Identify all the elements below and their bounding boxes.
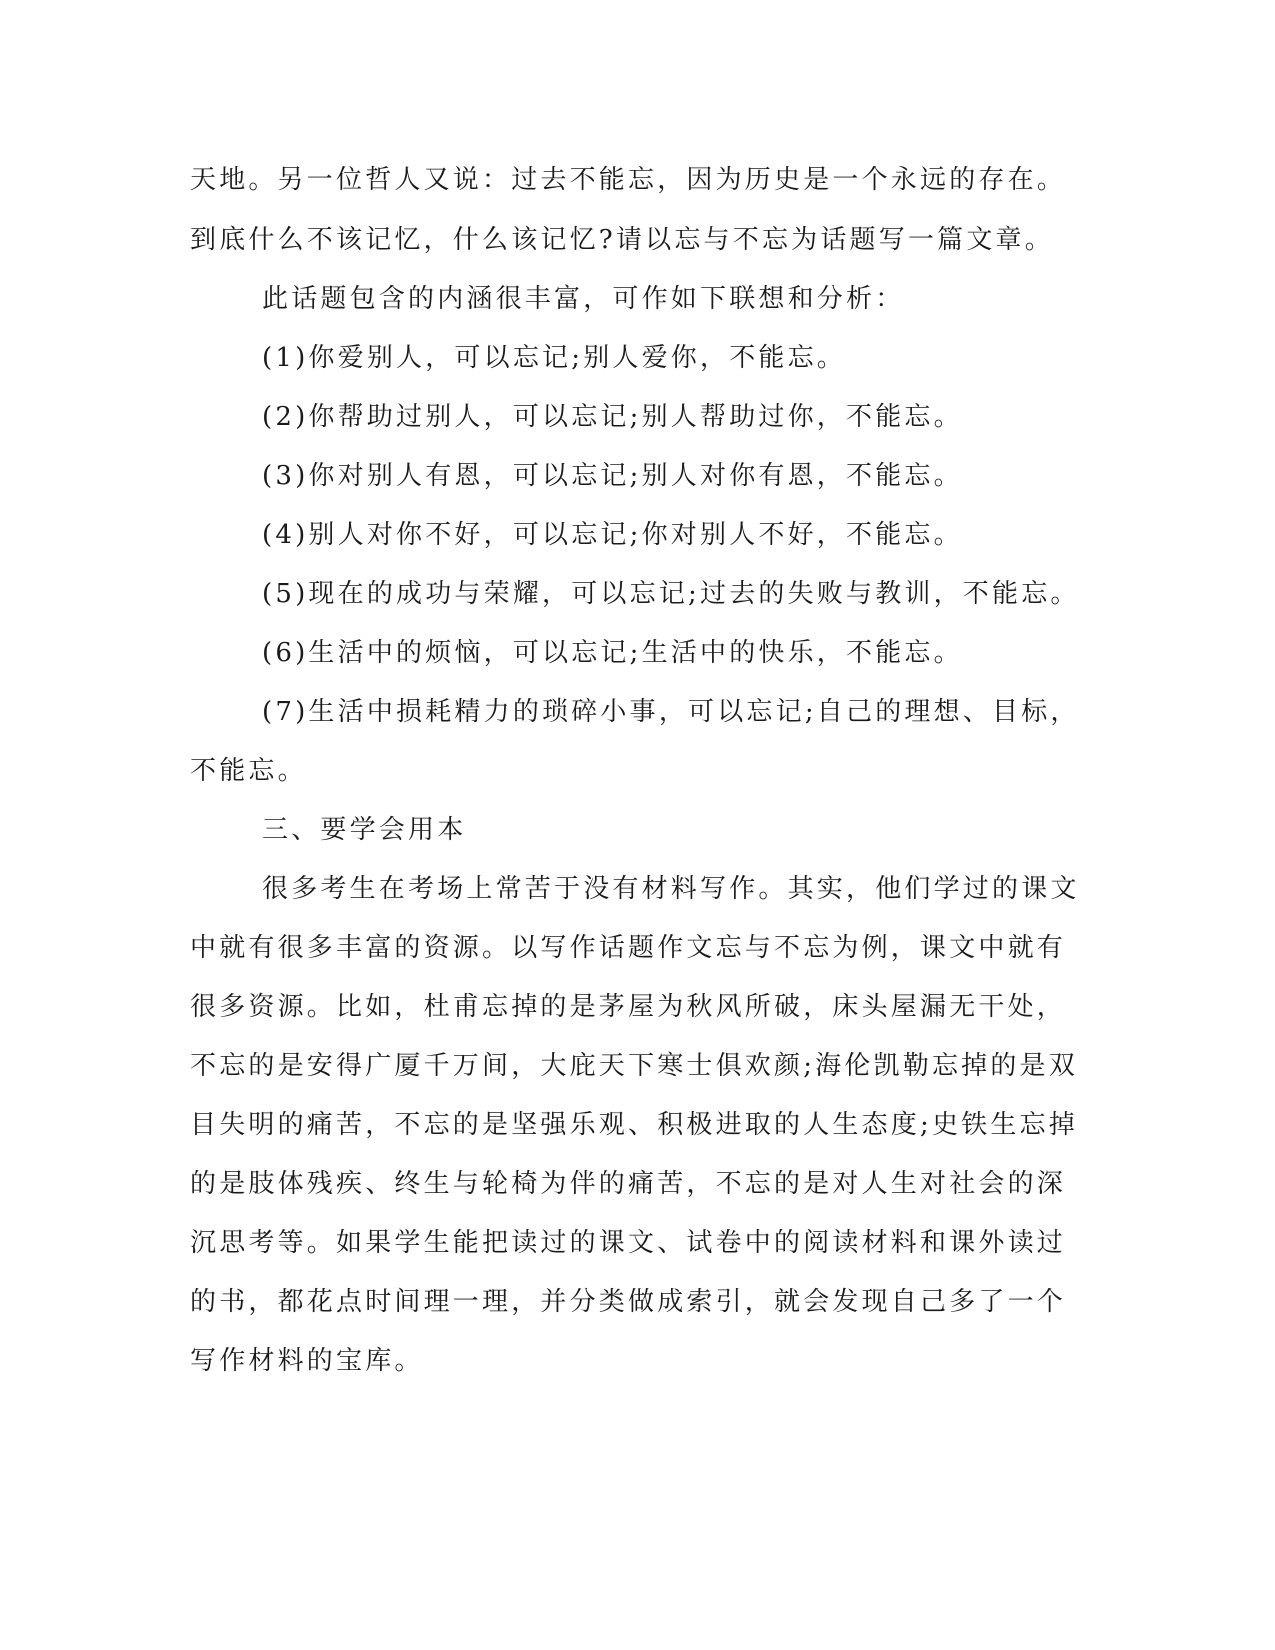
text-line: 沉思考等。如果学生能把读过的课文、试卷中的阅读材料和课外读过 — [190, 1228, 1067, 1258]
list-item: (1)你爱别人，可以忘记;别人爱你，不能忘。 — [262, 343, 846, 373]
list-item: (5)现在的成功与荣耀，可以忘记;过去的失败与教训，不能忘。 — [262, 579, 1080, 609]
section-heading: 三、要学会用本 — [262, 815, 467, 845]
list-item: (3)你对别人有恩，可以忘记;别人对你有恩，不能忘。 — [262, 461, 963, 491]
text-line: 不忘的是安得广厦千万间，大庇天下寒士俱欢颜;海伦凯勒忘掉的是双 — [190, 1051, 1078, 1081]
list-item: (6)生活中的烦恼，可以忘记;生活中的快乐，不能忘。 — [262, 638, 963, 668]
text-line: 的是肢体残疾、终生与轮椅为伴的痛苦，不忘的是对人生对社会的深 — [190, 1169, 1067, 1199]
text-line: 到底什么不该记忆，什么该记忆?请以忘与不忘为话题写一篇文章。 — [190, 225, 1054, 255]
list-item: (7)生活中损耗精力的琐碎小事，可以忘记;自己的理想、目标， — [262, 697, 1080, 727]
text-line: 很多资源。比如，杜甫忘掉的是茅屋为秋风所破，床头屋漏无干处， — [190, 992, 1067, 1022]
list-item: (4)别人对你不好，可以忘记;你对别人不好，不能忘。 — [262, 520, 963, 550]
text-line: 天地。另一位哲人又说：过去不能忘，因为历史是一个永远的存在。 — [190, 165, 1067, 195]
list-item-continuation: 不能忘。 — [190, 756, 307, 786]
text-line: 写作材料的宝库。 — [190, 1346, 424, 1376]
text-line: 目失明的痛苦，不忘的是坚强乐观、积极进取的人生态度;史铁生忘掉 — [190, 1110, 1078, 1140]
list-item: (2)你帮助过别人，可以忘记;别人帮助过你，不能忘。 — [262, 402, 963, 432]
text-line: 中就有很多丰富的资源。以写作话题作文忘与不忘为例，课文中就有 — [190, 933, 1067, 963]
text-line: 很多考生在考场上常苦于没有材料写作。其实，他们学过的课文 — [262, 874, 1080, 904]
text-line: 的书，都花点时间理一理，并分类做成索引，就会发现自己多了一个 — [190, 1287, 1067, 1317]
paragraph-intro: 此话题包含的内涵很丰富，可作如下联想和分析： — [262, 284, 905, 314]
